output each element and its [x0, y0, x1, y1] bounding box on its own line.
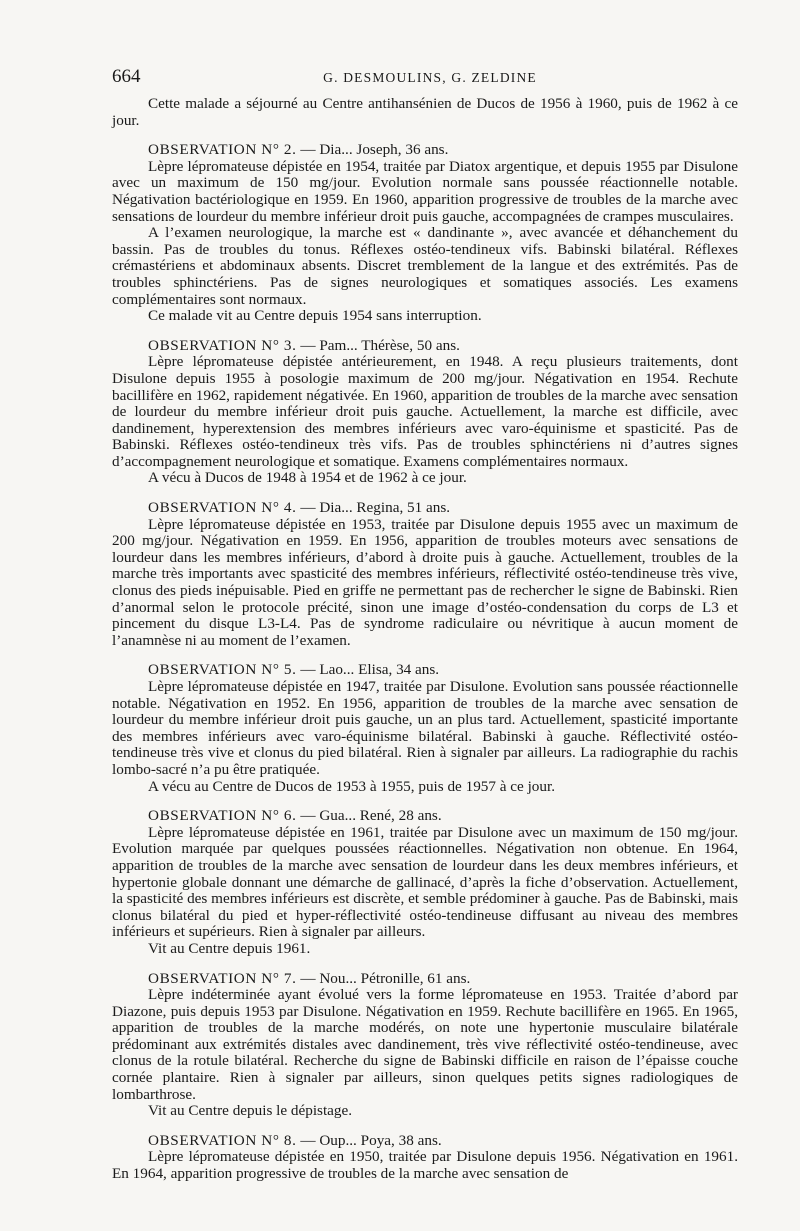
observation-label: OBSERVATION N° 6.: [148, 807, 297, 825]
observation-paragraph: Vit au Centre depuis 1961.: [148, 939, 311, 957]
observation-heading: [112, 338, 738, 355]
observation-paragraph: Lèpre indéterminée ayant évolué vers la forme lépromateuse en 1953. Traitée d’abord par Diazone, puis depuis 1953 par Disulone. Négativation en 1959. Rechute bacillifère en 1965. En 1965, apparition de troubles de la marche modérés, on note une hypertonie musculaire bilatérale prédominant aux extrémités distales avec dandinement, très vive réflectivité ostéo-tendineuse, avec clonus de la rotule bilatéral. Recherche du signe de Babinski difficile en raison de l’épaisse couche cornée plantaire. Rien à signaler par ailleurs, sinon quelques petits signes radiologiques de lombarthrose.: [112, 986, 738, 1103]
observation-label: OBSERVATION N° 5.: [148, 661, 297, 679]
observation-heading: [112, 500, 738, 517]
observation-heading: [112, 971, 738, 988]
observation-patient: — Gua... René, 28 ans.: [300, 807, 442, 825]
observation-block: [112, 662, 738, 795]
observation-paragraph: A vécu à Ducos de 1948 à 1954 et de 1962 à ce jour.: [148, 469, 467, 487]
article-body: [112, 96, 738, 1183]
observation-block: [112, 338, 738, 487]
observation-patient: — Dia... Regina, 51 ans.: [300, 499, 451, 517]
observation-label: OBSERVATION N° 2.: [148, 141, 297, 159]
observation-paragraph: A vécu au Centre de Ducos de 1953 à 1955, puis de 1957 à ce jour.: [148, 777, 556, 795]
running-head: G. DESMOULINS, G. ZELDINE: [323, 70, 537, 85]
observation-heading: [112, 1133, 738, 1150]
observation-label: OBSERVATION N° 8.: [148, 1131, 297, 1149]
observation-patient: — Oup... Poya, 38 ans.: [300, 1131, 442, 1149]
observation-paragraph: Vit au Centre depuis le dépistage.: [148, 1102, 353, 1120]
observation-label: OBSERVATION N° 3.: [148, 336, 297, 354]
observation-paragraph: Ce malade vit au Centre depuis 1954 sans interruption.: [148, 307, 482, 325]
observation-heading: [112, 662, 738, 679]
observation-paragraph: Lèpre lépromateuse dépistée en 1954, traitée par Diatox argentique, et depuis 1955 par Disulone avec un maximum de 150 mg/jour. Evolution normale sans poussée réactionnelle notable. Négativation bactériologique en 1959. En 1960, apparition progressive de troubles de la marche avec sensations de lourdeur du membre inférieur droit puis gauche, accompagnées de crampes musculaires.: [112, 157, 738, 225]
observation-block: [112, 142, 738, 325]
observation-paragraph: Lèpre lépromateuse dépistée en 1953, traitée par Disulone depuis 1955 avec un maximum de 200 mg/jour. Négativation en 1959. En 1956, apparition de troubles moteurs avec sensations de lourdeur dans les membres inférieurs, d’abord à droite puis à gauche. Actuellement, troubles de la marche très importants avec spasticité des membres inférieurs, réflectivité ostéo-tendineuse très vive, clonus des pieds inépuisable. Pied en griffe ne permettant pas de rechercher le signe de Babinski. Rien d’anormal selon le protocole précité, sinon une image d’ostéo-condensation du corps de L3 et pincement du disque L3-L4. Pas de syndrome radiculaire ou névritique à aucun moment de l’anamnèse ni au moment de l’examen.: [112, 515, 738, 649]
observation-patient: — Nou... Pétronille, 61 ans.: [300, 969, 471, 987]
observation-patient: — Lao... Elisa, 34 ans.: [300, 661, 440, 679]
observation-label: OBSERVATION N° 4.: [148, 499, 297, 517]
observation-heading: [112, 142, 738, 159]
intro-paragraph: Cette malade a séjourné au Centre antihansénien de Ducos de 1956 à 1960, puis de 1962 à ce jour.: [112, 95, 738, 129]
observation-paragraph: Lèpre lépromateuse dépistée antérieurement, en 1948. A reçu plusieurs traitements, dont Disulone depuis 1955 à posologie maximum de 200 mg/jour. Négativation en 1954. Rechute bacillifère en 1962, rapidement négativée. En 1960, apparition de troubles de la marche avec sensation de lourdeur du membre inférieur droit puis gauche. Actuellement, la marche est difficile, avec dandinement, hyperextension des membres inférieurs avec varo-équinisme et spasticité. Pas de Babinski. Réflexes ostéo-tendineux très vifs. Pas de troubles sphinctériens ni d’autres signes d’accompagnement neurologique et somatique. Examens complémentaires normaux.: [112, 353, 738, 470]
observations-list: [112, 142, 738, 1182]
page-number: 664: [112, 66, 141, 87]
observation-patient: — Pam... Thérèse, 50 ans.: [300, 336, 460, 354]
observation-paragraph: A l’examen neurologique, la marche est « dandinante », avec avancée et déhanchement du bassin. Pas de troubles du tonus. Réflexes ostéo-tendineux vifs. Babinski bilatéral. Réflexes crémastériens et abdominaux absents. Discret tremblement de la langue et des extrémités. Pas de troubles sphinctériens. Pas de signes neurologiques et somatiques associés. Les examens complémentaires sont normaux.: [112, 224, 738, 308]
page-header: [112, 66, 738, 92]
observation-paragraph: Lèpre lépromateuse dépistée en 1947, traitée par Disulone. Evolution sans poussée réactionnelle notable. Négativation en 1952. En 1956, apparition de troubles de la marche avec sensation de lourdeur du membre inférieur droit puis gauche, un an plus tard. Actuellement, spasticité importante des membres inférieurs avec varo-équinisme bilatéral. Babinski à gauche. Réflectivité ostéo-tendineuse très vive et clonus du pied bilatéral. Rien à signaler par ailleurs. La radiographie du rachis lombo-sacré n’a pu être pratiquée.: [112, 678, 738, 778]
observation-block: [112, 1133, 738, 1183]
observation-label: OBSERVATION N° 7.: [148, 969, 297, 987]
observation-heading: [112, 808, 738, 825]
observation-block: [112, 500, 738, 649]
observation-block: [112, 971, 738, 1120]
observation-paragraph: Lèpre lépromateuse dépistée en 1961, traitée par Disulone avec un maximum de 150 mg/jour. Evolution marquée par quelques poussées réactionnelles. Négativation non obtenue. En 1964, apparition de troubles de la marche avec sensation de lourdeur dans les deux membres inférieurs, et hypertonie globale donnant une démarche de gallinacé, d’après la fiche d’observation. Actuellement, la spasticité des membres inférieurs est discrète, et semble prédominer à gauche. Pas de Babinski, mais clonus bilatéral du pied et hyper-réflectivité ostéo-tendineuse diffusant au niveau des membres inférieurs et supérieurs. Rien à signaler par ailleurs.: [112, 823, 738, 941]
observation-patient: — Dia... Joseph, 36 ans.: [300, 141, 449, 159]
observation-block: [112, 808, 738, 957]
observation-paragraph: Lèpre lépromateuse dépistée en 1950, traitée par Disulone depuis 1956. Négativation en 1961. En 1964, apparition progressive de troubles de la marche avec sensation de: [112, 1148, 738, 1183]
